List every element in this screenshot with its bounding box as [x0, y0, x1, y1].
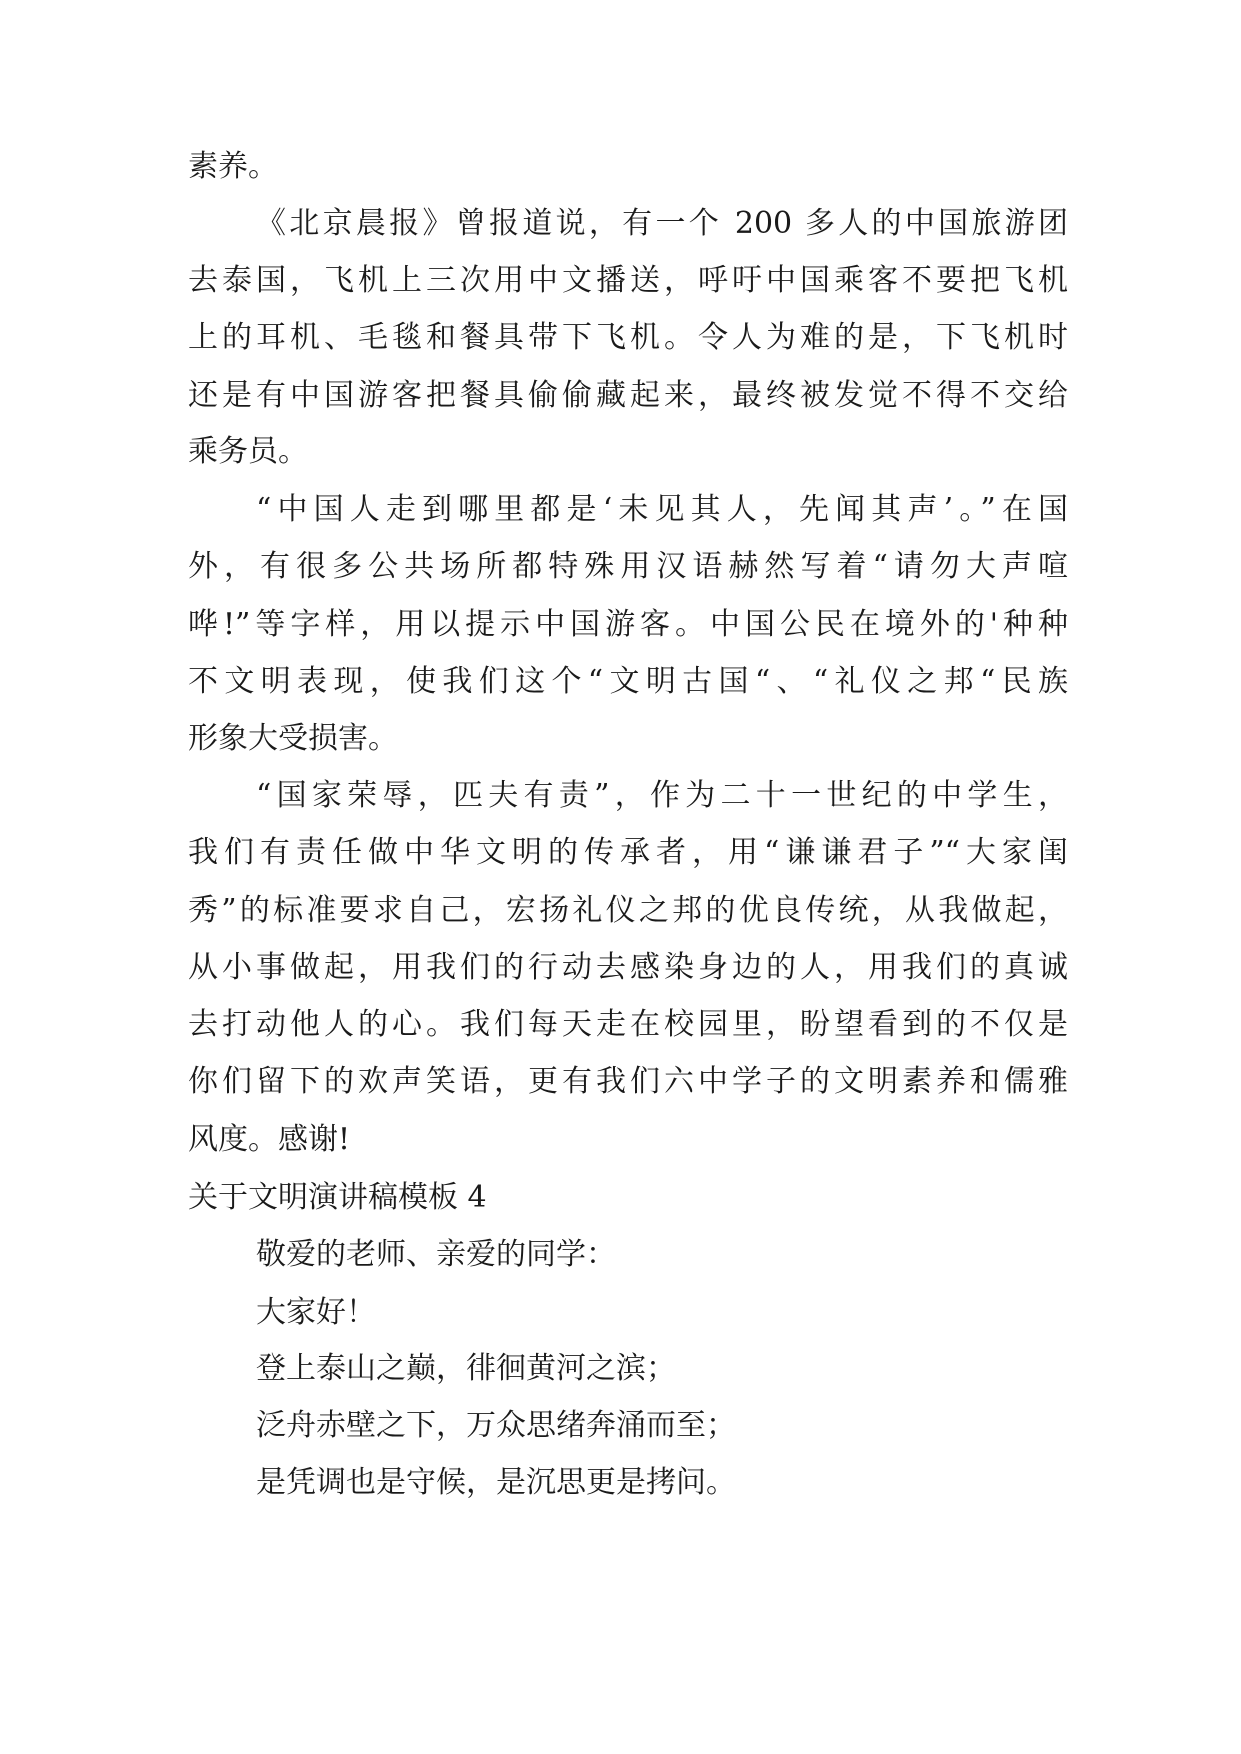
text-line-11: 形象大受损害。: [188, 721, 398, 756]
text-line-16: 去打动他人的心。我们每天走在校园里，盼望看到的不仅是: [188, 1007, 1068, 1042]
text-line-22: 登上泰山之巅，徘徊黄河之滨；: [256, 1351, 676, 1386]
text-line-18: 风度。感谢!: [188, 1122, 351, 1157]
text-line-9: 哗!”等字样，用以提示中国游客。中国公民在境外的'种种: [188, 607, 1068, 642]
text-line-17: 你们留下的欢声笑语，更有我们六中学子的文明素养和儒雅: [188, 1064, 1068, 1099]
text-line-20: 敬爱的老师、亲爱的同学：: [256, 1237, 616, 1272]
text-line-6: 乘务员。: [188, 434, 308, 469]
text-line-12: “国家荣辱，匹夫有责”，作为二十一世纪的中学生，: [256, 778, 1068, 813]
text-line-21: 大家好！: [256, 1295, 376, 1330]
text-line-23: 泛舟赤壁之下，万众思绪奔涌而至；: [256, 1408, 736, 1443]
text-line-7: “中国人走到哪里都是‘未见其人，先闻其声’。”在国: [256, 492, 1068, 527]
text-line-15: 从小事做起，用我们的行动去感染身边的人，用我们的真诚: [188, 950, 1068, 985]
text-line-4: 上的耳机、毛毯和餐具带下飞机。令人为难的是，下飞机时: [188, 320, 1068, 355]
text-line-5: 还是有中国游客把餐具偷偷藏起来，最终被发觉不得不交给: [188, 378, 1068, 413]
text-line-10: 不文明表现，使我们这个“文明古国“、“礼仪之邦“民族: [188, 664, 1068, 699]
section-heading: 关于文明演讲稿模板 4: [188, 1180, 487, 1215]
text-line-8: 外，有很多公共场所都特殊用汉语赫然写着“请勿大声喧: [188, 549, 1068, 584]
text-line-3: 去泰国，飞机上三次用中文播送，呼吁中国乘客不要把飞机: [188, 263, 1068, 298]
text-line-13: 我们有责任做中华文明的传承者，用“谦谦君子”“大家闺: [188, 835, 1068, 870]
text-line-1: 素养。: [188, 149, 278, 184]
text-line-2: 《北京晨报》曾报道说，有一个 200 多人的中国旅游团: [256, 206, 1068, 241]
text-line-24: 是凭调也是守候，是沉思更是拷问。: [256, 1465, 736, 1500]
text-line-14: 秀”的标准要求自己，宏扬礼仪之邦的优良传统，从我做起，: [188, 893, 1068, 928]
